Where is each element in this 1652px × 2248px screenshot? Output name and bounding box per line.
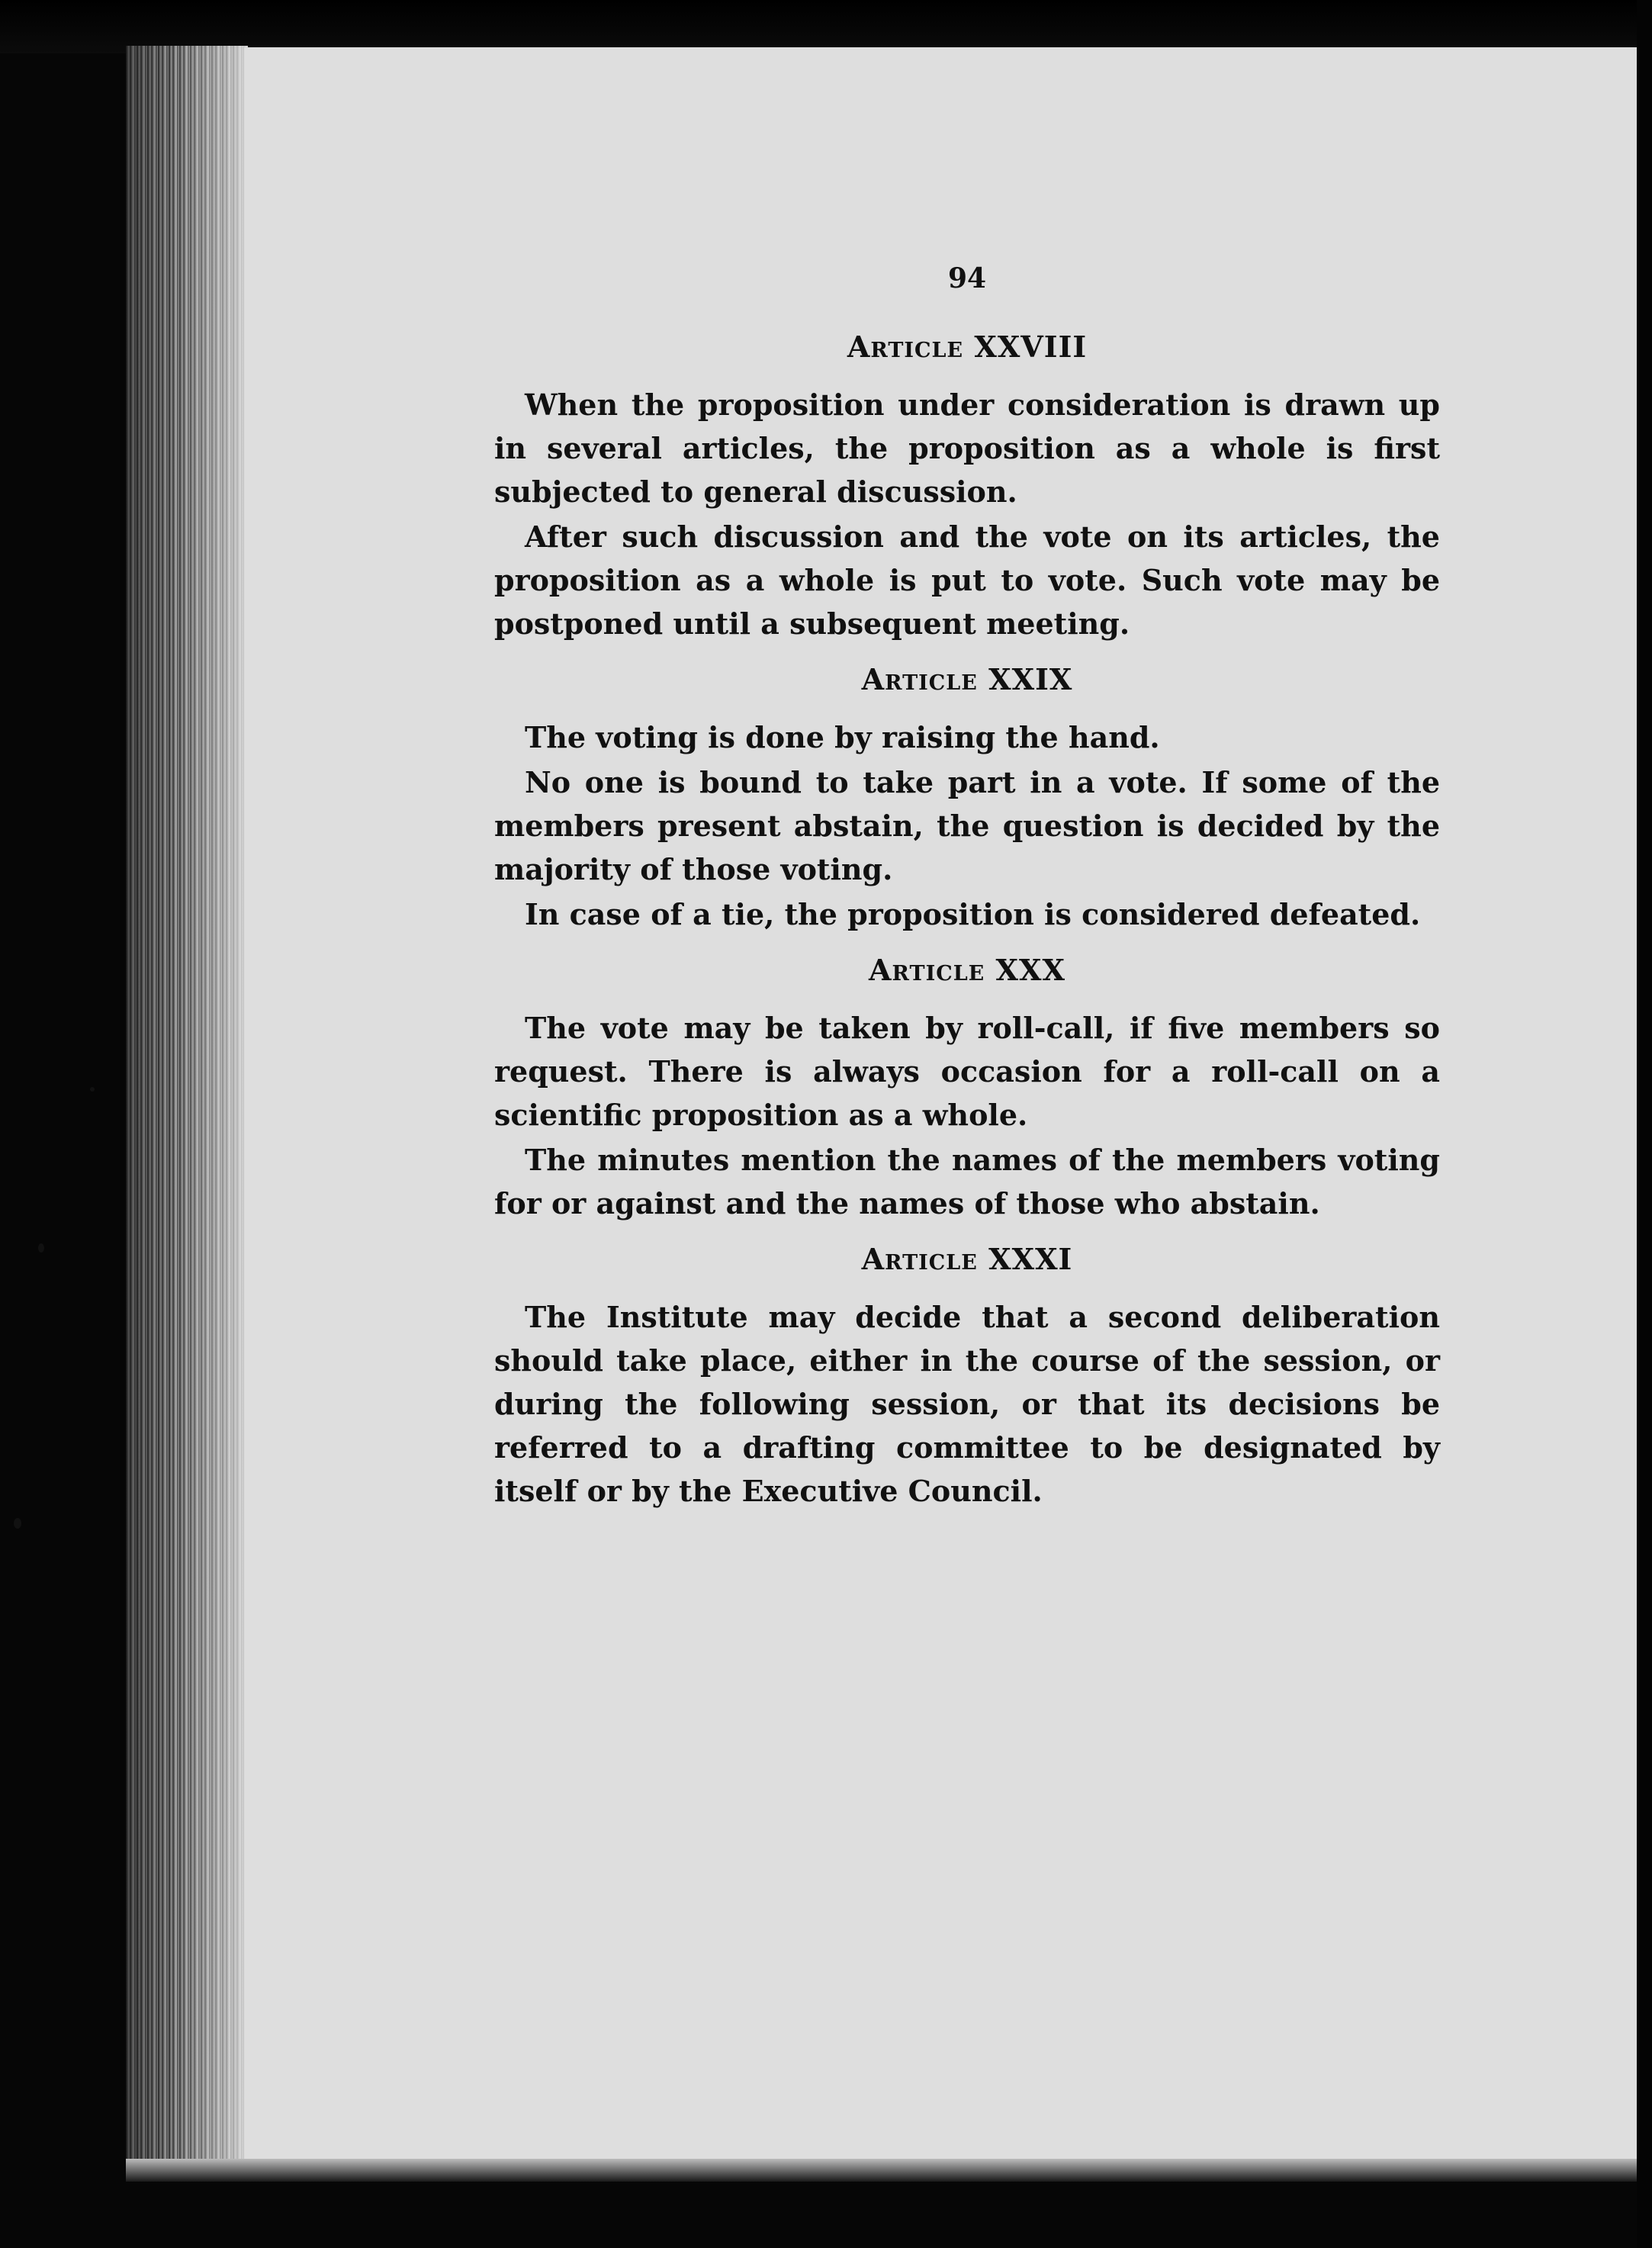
article-paragraph: After such discussion and the vote on its articles, the proposition as a whole is put to vote. Such vote may be postponed until a subsequent meeting. bbox=[494, 519, 1440, 641]
article-section bbox=[494, 951, 1440, 1225]
article-section bbox=[494, 1240, 1440, 1513]
page-edge-shading bbox=[126, 46, 248, 2174]
article-heading-word: Article bbox=[861, 1242, 978, 1276]
article-section bbox=[494, 661, 1440, 936]
article-heading-word: Article bbox=[869, 953, 985, 987]
article-paragraph: No one is bound to take part in a vote. If some of the members present abstain, the question is decided by the majority of those voting. bbox=[494, 765, 1440, 886]
article-paragraph: The minutes mention the names of the members voting for or against and the names of those who abstain. bbox=[494, 1143, 1440, 1220]
article-heading-numeral: XXVIII bbox=[974, 330, 1088, 364]
speck-mark bbox=[14, 1518, 21, 1529]
speck-mark bbox=[38, 1243, 44, 1253]
article-heading bbox=[494, 328, 1440, 366]
article-heading-numeral: XXIX bbox=[988, 662, 1073, 696]
speck-mark bbox=[90, 1087, 95, 1092]
article-paragraph: When the proposition under consideration is drawn up in several articles, the proposition as a whole is first subjected to general discussion. bbox=[494, 388, 1440, 509]
article-heading bbox=[494, 951, 1440, 989]
article-heading-word: Article bbox=[861, 662, 978, 696]
article-heading-numeral: XXXI bbox=[988, 1242, 1073, 1276]
article-section bbox=[494, 328, 1440, 645]
article-heading bbox=[494, 661, 1440, 699]
page-text bbox=[494, 259, 1440, 1513]
article-paragraph: The voting is done by raising the hand. bbox=[525, 720, 1160, 754]
article-paragraph: In case of a tie, the proposition is considered defeated. bbox=[525, 897, 1421, 931]
article-heading-numeral: XXX bbox=[995, 953, 1065, 987]
article-heading bbox=[494, 1240, 1440, 1278]
article-heading-word: Article bbox=[847, 330, 964, 364]
article-paragraph: The Institute may decide that a second deliberation should take place, either in the course of the session, or during the following session, or that its decisions be referred to a drafting committee to be designated by itself or by the Executive Council. bbox=[494, 1300, 1440, 1508]
scanner-right-margin bbox=[1637, 0, 1652, 2248]
page-bottom-shadow bbox=[126, 2159, 1637, 2182]
article-paragraph: The vote may be taken by roll-call, if five members so request. There is always occasion for a roll-call on a scientific proposition as a whole. bbox=[494, 1011, 1440, 1132]
page-number: 94 bbox=[947, 262, 987, 294]
